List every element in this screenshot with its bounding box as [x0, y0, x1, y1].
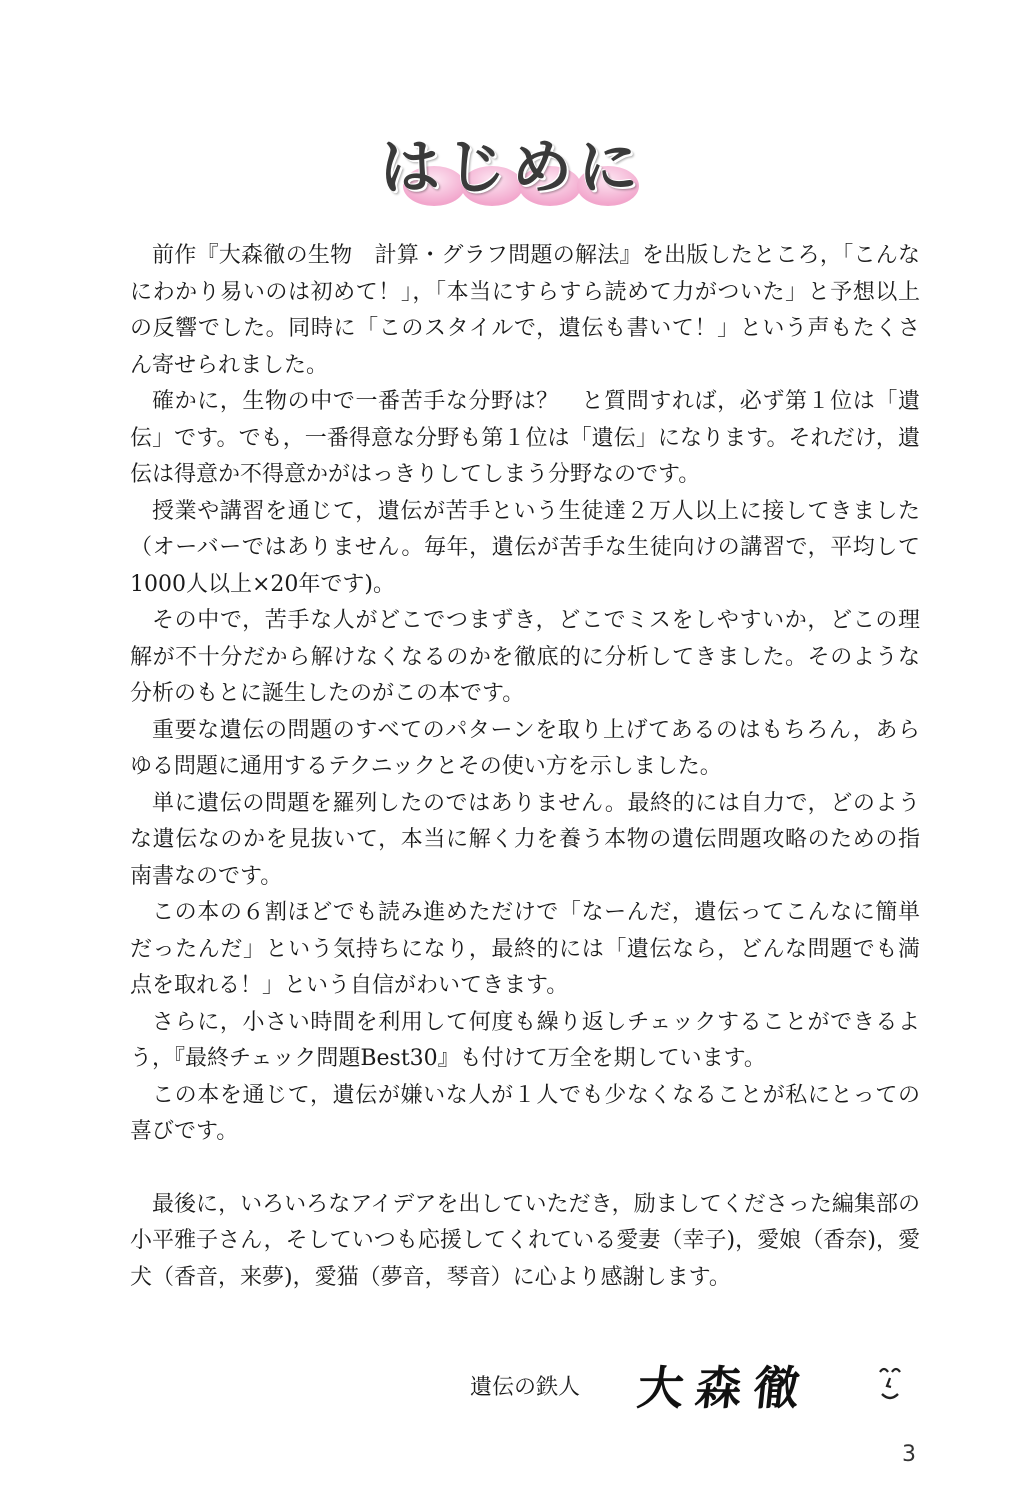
- paragraph: さらに，小さい時間を利用して何度も繰り返しチェックすることができるよう，『最終チェック問題Best30』も付けて万全を期しています。: [130, 1009, 920, 1071]
- paragraph: この本の６割ほどでも読み進めただけで「なーんだ，遺伝ってこんなに簡単だったんだ」という気持ちになり，最終的には「遺伝なら，どんな問題でも満点を取れる！」という自信がわいてきます。: [130, 900, 920, 998]
- page-title-area: [0, 118, 1024, 208]
- preface-body: [130, 238, 920, 1296]
- paragraph: 単に遺伝の問題を羅列したのではありません。最終的には自力で，どのような遺伝なのかを見抜いて，本当に解く力を養う本物の遺伝問題攻略のための指南書なのです。: [130, 790, 920, 889]
- paragraph: 前作『大森徹の生物 計算・グラフ問題の解法』を出版したところ，「こんなにわかり易いのは初めて！」，「本当にすらすら読めて力がついた」と予想以上の反響でした。同時に「このスタイルで，遺伝も書いて！」という声もたくさん寄せられました。: [130, 243, 920, 378]
- signature-label: 遺伝の鉄人: [470, 1375, 581, 1400]
- paragraph: 確かに，生物の中で一番苦手な分野は？ と質問すれば，必ず第１位は「遺伝」です。でも，一番得意な分野も第１位は「遺伝」になります。それだけ，遺伝は得意か不得意かがはっきりしてしまう分野なのです。: [130, 389, 920, 487]
- signature-name: 大森徹: [634, 1361, 815, 1415]
- smiley-doodle-icon: [870, 1360, 910, 1410]
- paragraph: 重要な遺伝の問題のすべてのパターンを取り上げてあるのはもちろん，あらゆる問題に通用するテクニックとその使い方を示しました。: [130, 717, 920, 779]
- closing-paragraph: 最後に，いろいろなアイデアを出していただき，励ましてくださった編集部の小平雅子さん，そしていつも応援してくれている愛妻（幸子)，愛娘（香奈)，愛犬（香音，来夢)，愛猫（夢音，琴音）に心より感謝します。: [130, 1191, 920, 1290]
- page-title: はじめに: [380, 133, 644, 203]
- paragraph: この本を通じて，遺伝が嫌いな人が１人でも少なくなることが私にとっての喜びです。: [130, 1082, 920, 1144]
- paragraph: その中で，苦手な人がどこでつまずき，どこでミスをしやすいか，どこの理解が不十分だから解けなくなるのかを徹底的に分析してきました。そのような分析のもとに誕生したのがこの本です。: [130, 608, 920, 706]
- signature-block: [470, 1352, 920, 1422]
- page-number: 3: [902, 1442, 916, 1467]
- paragraph: 授業や講習を通じて，遺伝が苦手という生徒達２万人以上に接してきました（オーバーではありません。毎年，遺伝が苦手な生徒向けの講習で，平均して1000人以上×20年です)。: [130, 498, 921, 597]
